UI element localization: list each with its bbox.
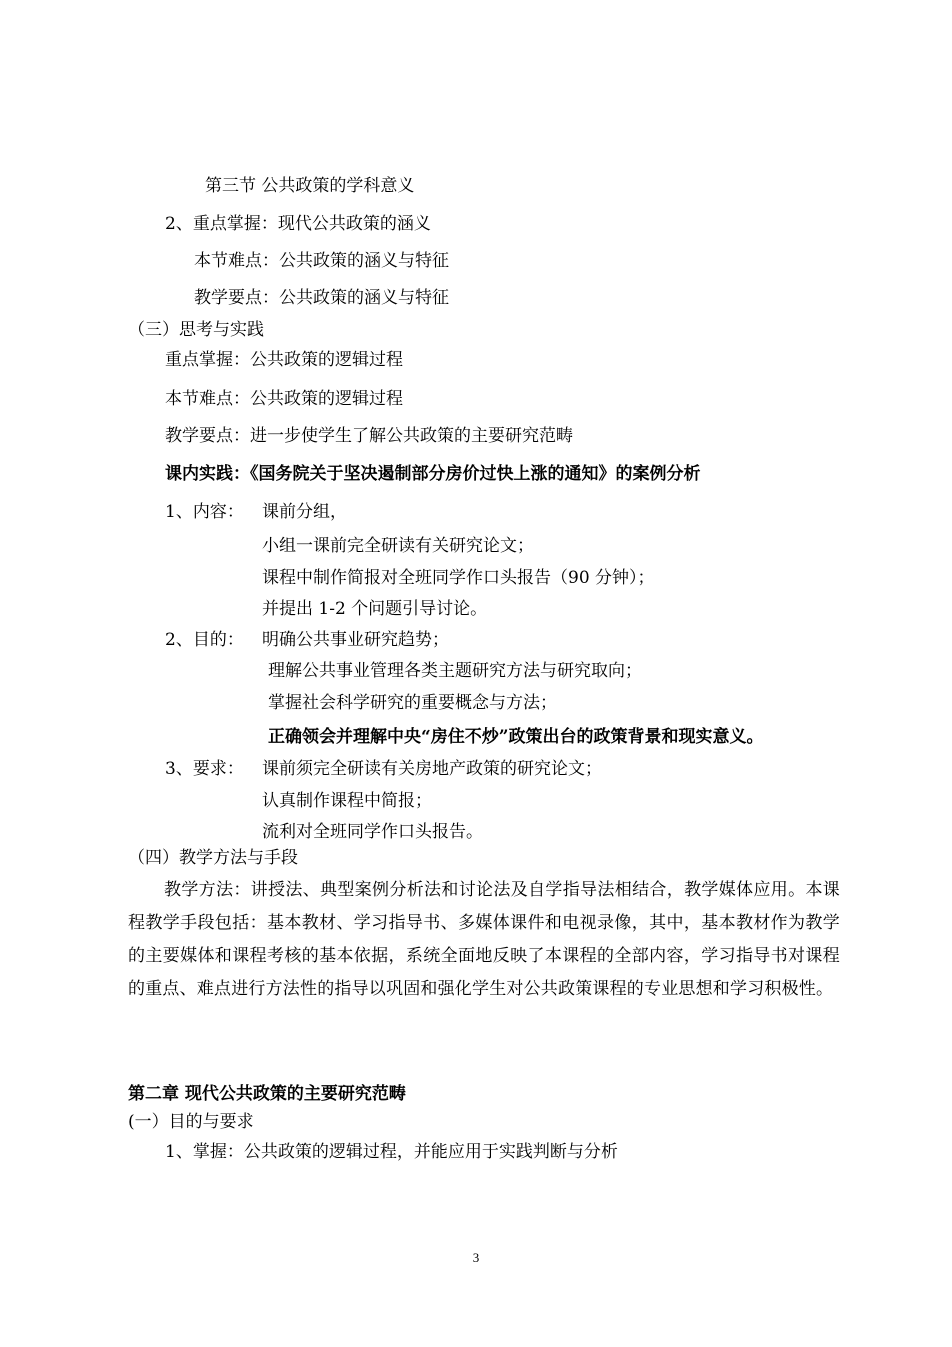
requirement-line: 流利对全班同学作口头报告。 [262,822,483,842]
content-line: 课程中制作简报对全班同学作口头报告（90 分钟）； [262,568,655,588]
page-number: 3 [472,1250,480,1265]
teaching-point-line: 教学要点：公共政策的涵义与特征 [194,288,449,308]
purpose-line: 理解公共事业管理各类主题研究方法与研究取向； [268,661,642,681]
part-heading: （三）思考与实践 [128,320,264,340]
requirement-line: 认真制作课程中简报； [262,791,432,811]
teaching-point-line: 教学要点：进一步使学生了解公共政策的主要研究范畴 [165,426,573,446]
method-paragraph: 教学方法：讲授法、典型案例分析法和讨论法及自学指导法相结合，教学媒体应用。本课程教学手段包括：基本教材、学习指导书、多媒体课件和电视录像，其中，基本教材作为教学的主要媒体和课程考核的基本依据，系统全面地反映了本课程的全部内容，学习指导书对课程的重点、难点进行方法性的指导以巩固和强化学生对公共政策课程的专业思想和学习积极性。 [128,880,840,999]
content-line: 小组一课前完全研读有关研究论文； [262,536,534,556]
part-heading: (一）目的与要求 [128,1112,254,1132]
practice-title: 课内实践：《国务院关于坚决遏制部分房价过快上涨的通知》的案例分析 [165,464,701,484]
key-point-line: 2、重点掌握：现代公共政策的涵义 [165,214,431,234]
key-point-line: 重点掌握：公共政策的逻辑过程 [165,350,403,370]
section-title: 第三节 公共政策的学科意义 [205,176,415,196]
purpose-label: 2、目的： [165,630,244,650]
chapter-title: 第二章 现代公共政策的主要研究范畴 [128,1084,406,1104]
master-line: 1、掌握：公共政策的逻辑过程，并能应用于实践判断与分析 [165,1142,618,1162]
purpose-bold-line: 正确领会并理解中央“房住不炒”政策出台的政策背景和现实意义。 [268,727,764,747]
content-line: 课前分组， [262,502,347,522]
content-label: 1、内容： [165,502,244,522]
difficulty-line: 本节难点：公共政策的涵义与特征 [194,251,449,271]
difficulty-line: 本节难点：公共政策的逻辑过程 [165,389,403,409]
requirement-label: 3、要求： [165,759,244,779]
content-line: 并提出 1-2 个问题引导讨论。 [262,599,488,619]
part-heading: （四）教学方法与手段 [128,848,298,868]
requirement-line: 课前须完全研读有关房地产政策的研究论文； [262,759,602,779]
purpose-line: 明确公共事业研究趋势； [262,630,449,650]
purpose-line: 掌握社会科学研究的重要概念与方法； [268,693,557,713]
